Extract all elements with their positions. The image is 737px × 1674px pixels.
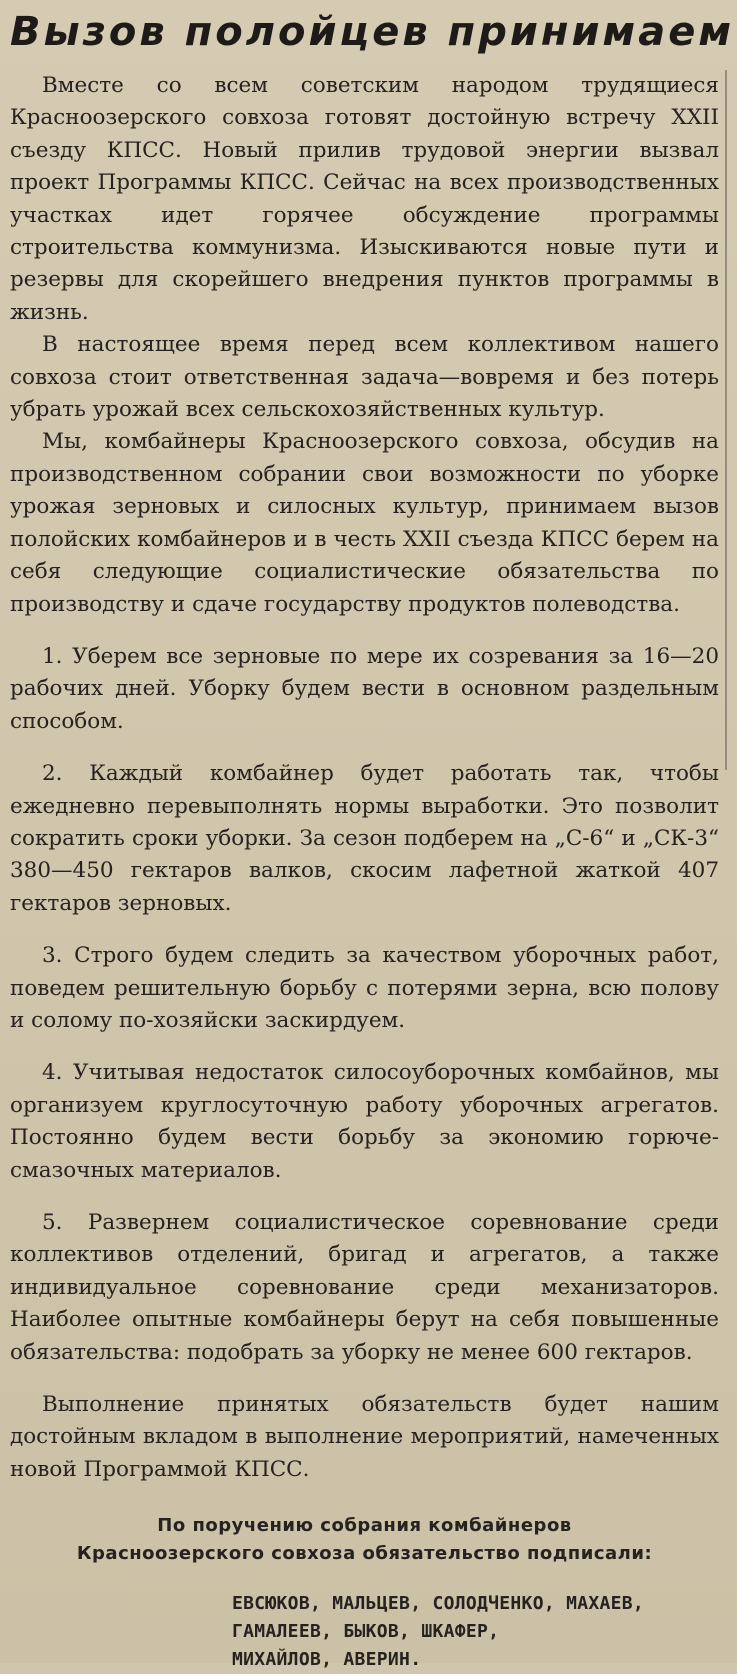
signature-line: Красноозерского совхоза обязательство подписали:: [76, 1543, 653, 1565]
article-body: [10, 70, 719, 1486]
pledge-item-2: 2. Каждый комбайнер будет работать так, чтобы ежедневно перевыполнять нормы выработки. Это позволит сократить сроки уборки. За сезон подберем на „С-6“ и „СК-3“ 380—450 гектаров валков, скосим лафетной жаткой 407 гектаров зерновых.: [10, 761, 719, 916]
paragraph-conclusion: Выполнение принятых обязательств будет нашим достойным вкладом в выполнение мероприятий, намеченных новой Программой КПСС.: [10, 1392, 719, 1482]
pledge-item-5: 5. Развернем социалистическое соревнование среди коллективов отделений, бригад и агрегатов, а также индивидуальное соревнование среди механизаторов. Наиболее опытные комбайнеры берут на себя повышенные обязательства: подобрать за уборку не менее 600 гектаров.: [10, 1210, 719, 1365]
signers-list: [232, 1590, 719, 1674]
paragraph-intro: Вместе со всем советским народом трудящиеся Красноозерского совхоза готовят достойную встречу XXII съезду КПСС. Новый прилив трудовой энергии вызвал проект Программы КПСС. Сейчас на всех производственных участках идет горячее обсуждение программы строительства коммунизма. Изыскиваются новые пути и резервы для скорейшего внедрения пунктов программы в жизнь.: [10, 73, 719, 325]
signers-line: ГАМАЛЕЕВ, БЫКОВ, ШКАФЕР,: [232, 1621, 500, 1643]
paragraph-pledge: Мы, комбайнеры Красноозерского совхоза, обсудив на производственном собрании свои возможности по уборке урожая зерновых и силосных культур, принимаем вызов полойских комбайнеров и в честь XXII съезда КПСС берем на себя следующие социалистические обязательства по производству и сдаче государству продуктов полеводства.: [10, 429, 719, 617]
signers-line: МИХАЙЛОВ, АВЕРИН.: [232, 1649, 422, 1671]
paragraph-task: В настоящее время перед всем коллективом нашего совхоза стоит ответственная задача—вовремя и без потерь убрать урожай всех сельскохозяйственных культур.: [10, 332, 719, 423]
pledge-item-1: 1. Уберем все зерновые по мере их созревания за 16—20 рабочих дней. Уборку будем вести в основном раздельным способом.: [10, 643, 719, 734]
pledge-item-4: 4. Учитывая недостаток силосоуборочных комбайнов, мы организуем круглосуточную работу уборочных агрегатов. Постоянно будем вести борьбу за экономию горюче-смазочных материалов.: [10, 1060, 719, 1183]
column-rule: [725, 70, 727, 770]
signers-line: ЕВСЮКОВ, МАЛЬЦЕВ, СОЛОДЧЕНКО, МАХАЕВ,: [232, 1593, 645, 1615]
pledge-item-3: 3. Строго будем следить за качеством уборочных работ, поведем решительную борьбу с потерями зерна, всю полову и солому по-хозяйски заскирдуем.: [10, 943, 719, 1033]
signature-block: [10, 1512, 719, 1568]
article-headline: Вызов полойцев принимаем: [10, 9, 735, 55]
signature-line: По поручению собрания комбайнеров: [157, 1515, 572, 1537]
